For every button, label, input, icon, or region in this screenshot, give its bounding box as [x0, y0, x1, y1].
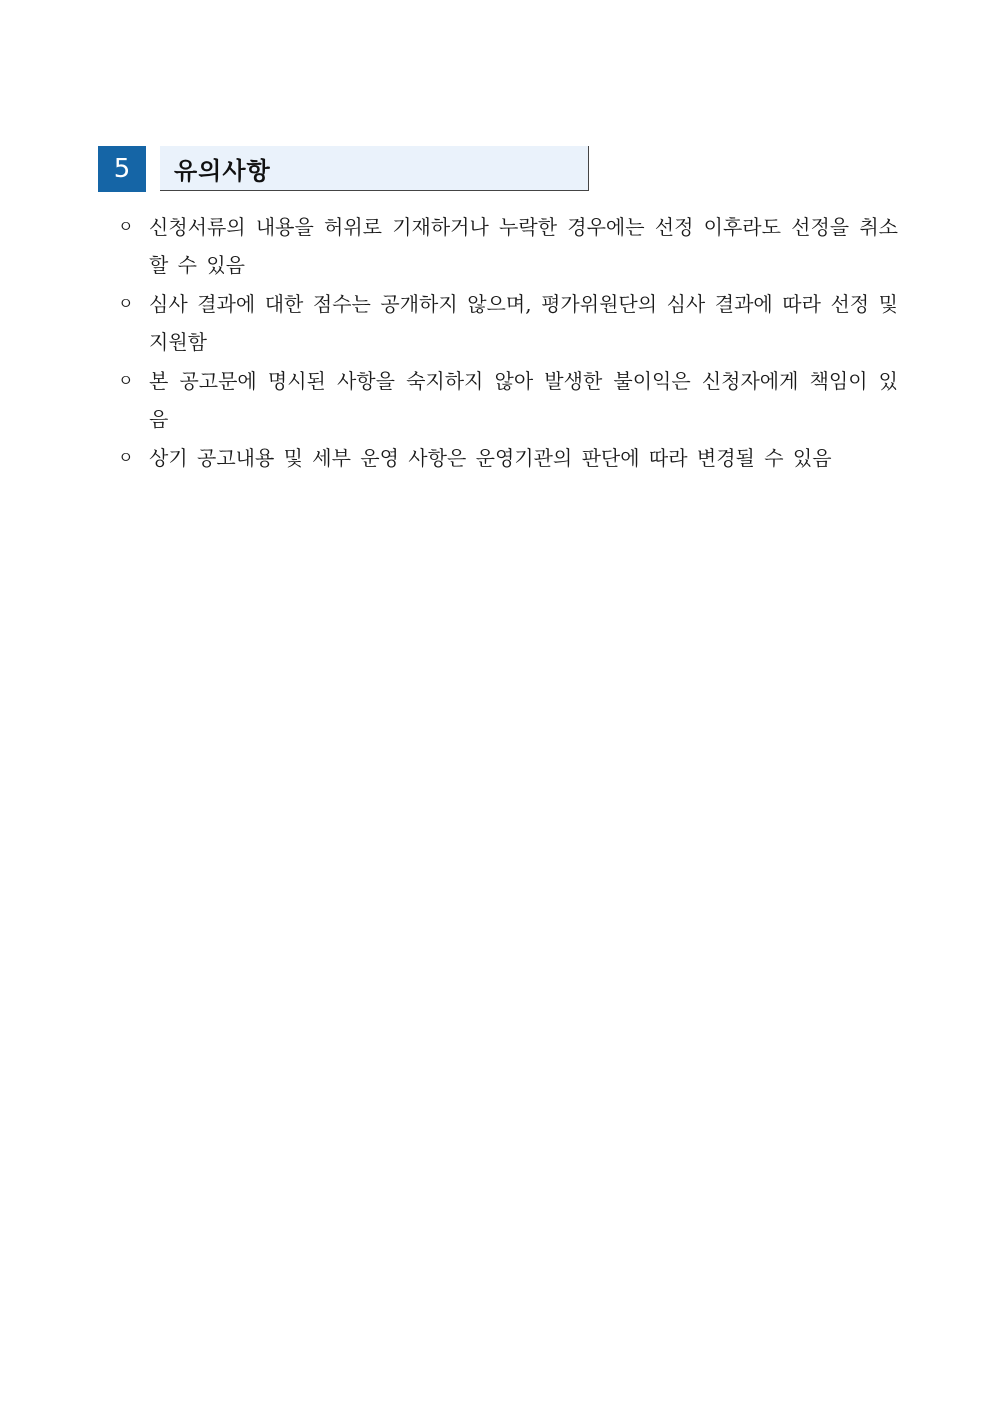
note-bullet: ㅇ: [118, 217, 134, 236]
section-title-box: [160, 146, 589, 191]
note-bullet: ㅇ: [118, 294, 134, 313]
note-text: 심사 결과에 대한 점수는 공개하지 않으며, 평가위원단의 심사 결과에 따라 선정 및 지원함: [149, 292, 898, 354]
section-number-badge: 5: [98, 146, 146, 192]
note-bullet: ㅇ: [118, 448, 134, 467]
note-item: [118, 285, 898, 361]
note-text: 본 공고문에 명시된 사항을 숙지하지 않아 발생한 불이익은 신청자에게 책임이 있음: [149, 369, 898, 431]
section-header: [98, 146, 589, 192]
note-bullet: ㅇ: [118, 371, 134, 390]
notes-list: [118, 208, 898, 478]
note-item: [118, 439, 898, 477]
note-text: 상기 공고내용 및 세부 운영 사항은 운영기관의 판단에 따라 변경될 수 있음: [149, 446, 832, 470]
section-title: 유의사항: [174, 156, 271, 185]
note-item: [118, 208, 898, 284]
note-item: [118, 362, 898, 438]
note-text: 신청서류의 내용을 허위로 기재하거나 누락한 경우에는 선정 이후라도 선정을 취소할 수 있음: [149, 215, 898, 277]
section-header-gap: [146, 146, 160, 192]
